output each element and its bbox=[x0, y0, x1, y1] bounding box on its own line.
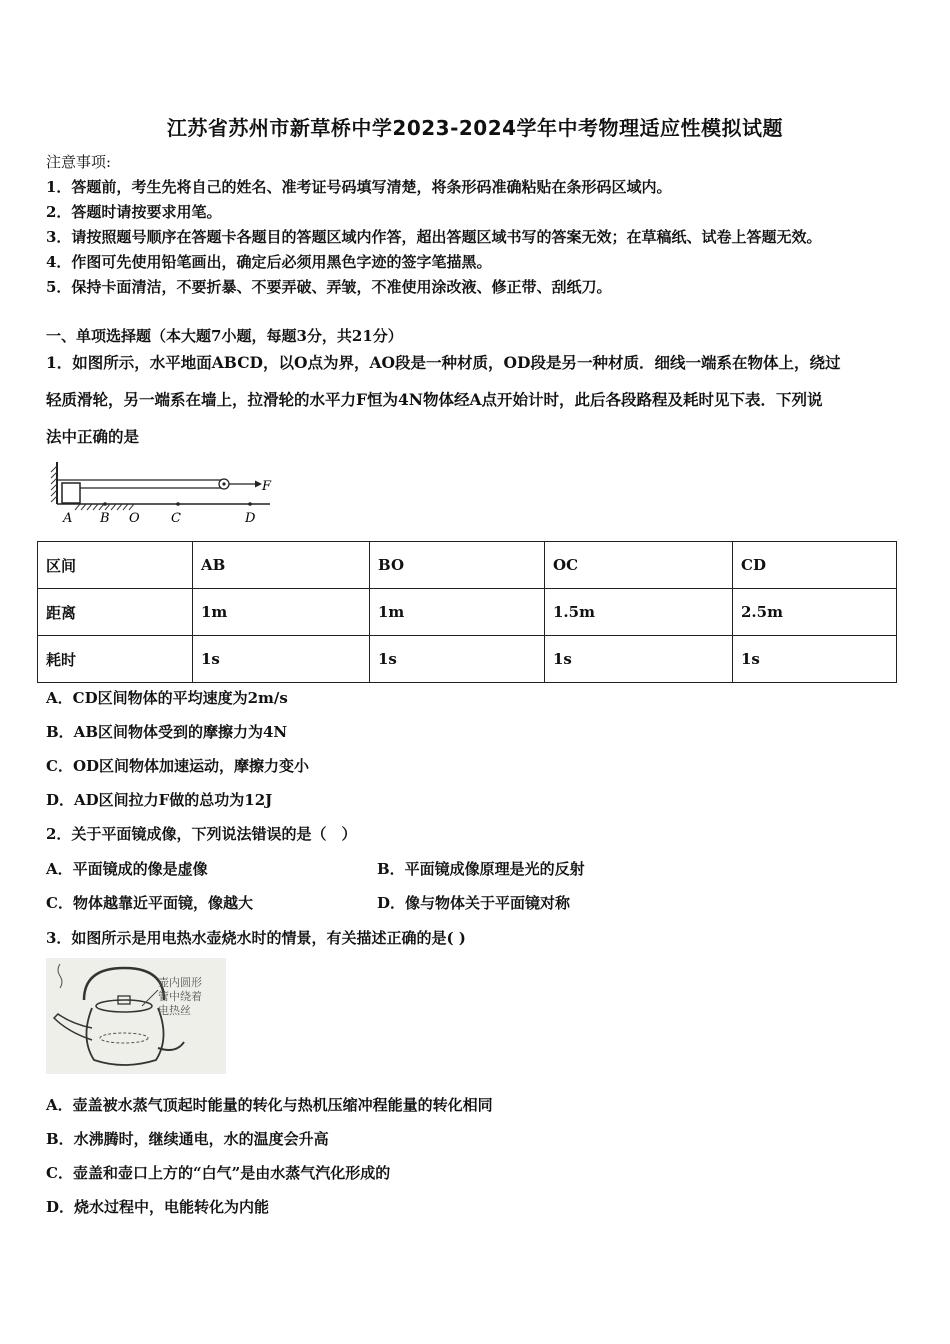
question-1-line: 法中正确的是 bbox=[46, 427, 140, 446]
table-cell: 耗时 bbox=[38, 636, 193, 683]
table-cell: 1m bbox=[370, 589, 545, 636]
table-cell: 1s bbox=[370, 636, 545, 683]
q3-option-c[interactable]: C．壶盖和壶口上方的“白气”是由水蒸气汽化形成的 bbox=[46, 1164, 391, 1182]
q2-option-a[interactable]: A．平面镜成的像是虚像 bbox=[46, 860, 208, 878]
question-1-line: 1．如图所示，水平地面ABCD，以O点为界，AO段是一种材质，OD段是另一种材质．细线一端系在物体上，绕过 bbox=[46, 353, 841, 372]
question-2-stem: 2．关于平面镜成像，下列说法错误的是（ ） bbox=[46, 825, 357, 843]
q2-option-b[interactable]: B．平面镜成像原理是光的反射 bbox=[377, 860, 585, 878]
kettle-figure bbox=[46, 958, 226, 1074]
q1-option-a[interactable]: A．CD区间物体的平均速度为2m/s bbox=[46, 689, 288, 707]
q2-option-c[interactable]: C．物体越靠近平面镜，像越大 bbox=[46, 894, 253, 912]
table-cell: 距离 bbox=[38, 589, 193, 636]
table-cell: AB bbox=[193, 542, 370, 589]
q3-option-d[interactable]: D．烧水过程中，电能转化为内能 bbox=[46, 1198, 270, 1216]
q2-option-d[interactable]: D．像与物体关于平面镜对称 bbox=[377, 894, 571, 912]
table-cell: 1s bbox=[545, 636, 733, 683]
table-cell: 2.5m bbox=[733, 589, 897, 636]
label-B: B bbox=[100, 511, 110, 526]
table-cell: 区间 bbox=[38, 542, 193, 589]
q1-option-c[interactable]: C．OD区间物体加速运动，摩擦力变小 bbox=[46, 757, 310, 775]
kettle-caption: 壶内圆形 bbox=[158, 976, 202, 989]
distance-time-table bbox=[37, 541, 897, 683]
table-row bbox=[38, 636, 897, 683]
table-cell: 1m bbox=[193, 589, 370, 636]
page-title: 江苏省苏州市新草桥中学2023-2024学年中考物理适应性模拟试题 bbox=[166, 116, 784, 140]
table-row bbox=[38, 589, 897, 636]
notice-heading: 注意事项: bbox=[46, 153, 112, 171]
q1-option-d[interactable]: D．AD区间拉力F做的总功为12J bbox=[46, 791, 273, 809]
section-heading: 一、单项选择题（本大题7小题，每题3分，共21分） bbox=[46, 327, 403, 345]
table-cell: OC bbox=[545, 542, 733, 589]
label-C: C bbox=[171, 511, 181, 526]
question-3-stem: 3．如图所示是用电热水壶烧水时的情景，有关描述正确的是( ) bbox=[46, 929, 466, 947]
kettle-caption: 电热丝 bbox=[158, 1004, 191, 1017]
notice-item: 4．作图可先使用铅笔画出，确定后必须用黑色字迹的签字笔描黑。 bbox=[46, 253, 492, 271]
notice-item: 1．答题前，考生先将自己的姓名、准考证号码填写清楚，将条形码准确粘贴在条形码区域内。 bbox=[46, 178, 672, 196]
label-D: D bbox=[245, 511, 256, 526]
pulley-diagram bbox=[40, 458, 280, 526]
notice-item: 5．保持卡面清洁，不要折暴、不要弄破、弄皱，不准使用涂改液、修正带、刮纸刀。 bbox=[46, 278, 612, 296]
kettle-caption: 管中绕着 bbox=[158, 990, 202, 1003]
label-O: O bbox=[129, 511, 140, 526]
table-cell: 1s bbox=[733, 636, 897, 683]
q3-option-a[interactable]: A．壶盖被水蒸气顶起时能量的转化与热机压缩冲程能量的转化相同 bbox=[46, 1096, 493, 1114]
table-row bbox=[38, 542, 897, 589]
q1-option-b[interactable]: B．AB区间物体受到的摩擦力为4N bbox=[46, 723, 288, 741]
question-1-line: 轻质滑轮，另一端系在墙上，拉滑轮的水平力F恒为4N物体经A点开始计时，此后各段路程及耗时见下表．下列说 bbox=[46, 390, 823, 409]
q3-option-b[interactable]: B．水沸腾时，继续通电，水的温度会升高 bbox=[46, 1130, 329, 1148]
table-cell: 1s bbox=[193, 636, 370, 683]
table-cell: CD bbox=[733, 542, 897, 589]
table-cell: 1.5m bbox=[545, 589, 733, 636]
label-A: A bbox=[63, 511, 73, 526]
notice-item: 3．请按照题号顺序在答题卡各题目的答题区域内作答，超出答题区域书写的答案无效；在草稿纸、试卷上答题无效。 bbox=[46, 228, 822, 246]
label-F: F bbox=[262, 479, 272, 494]
kettle-illustration bbox=[46, 958, 226, 1074]
notice-item: 2．答题时请按要求用笔。 bbox=[46, 203, 222, 221]
table-cell: BO bbox=[370, 542, 545, 589]
